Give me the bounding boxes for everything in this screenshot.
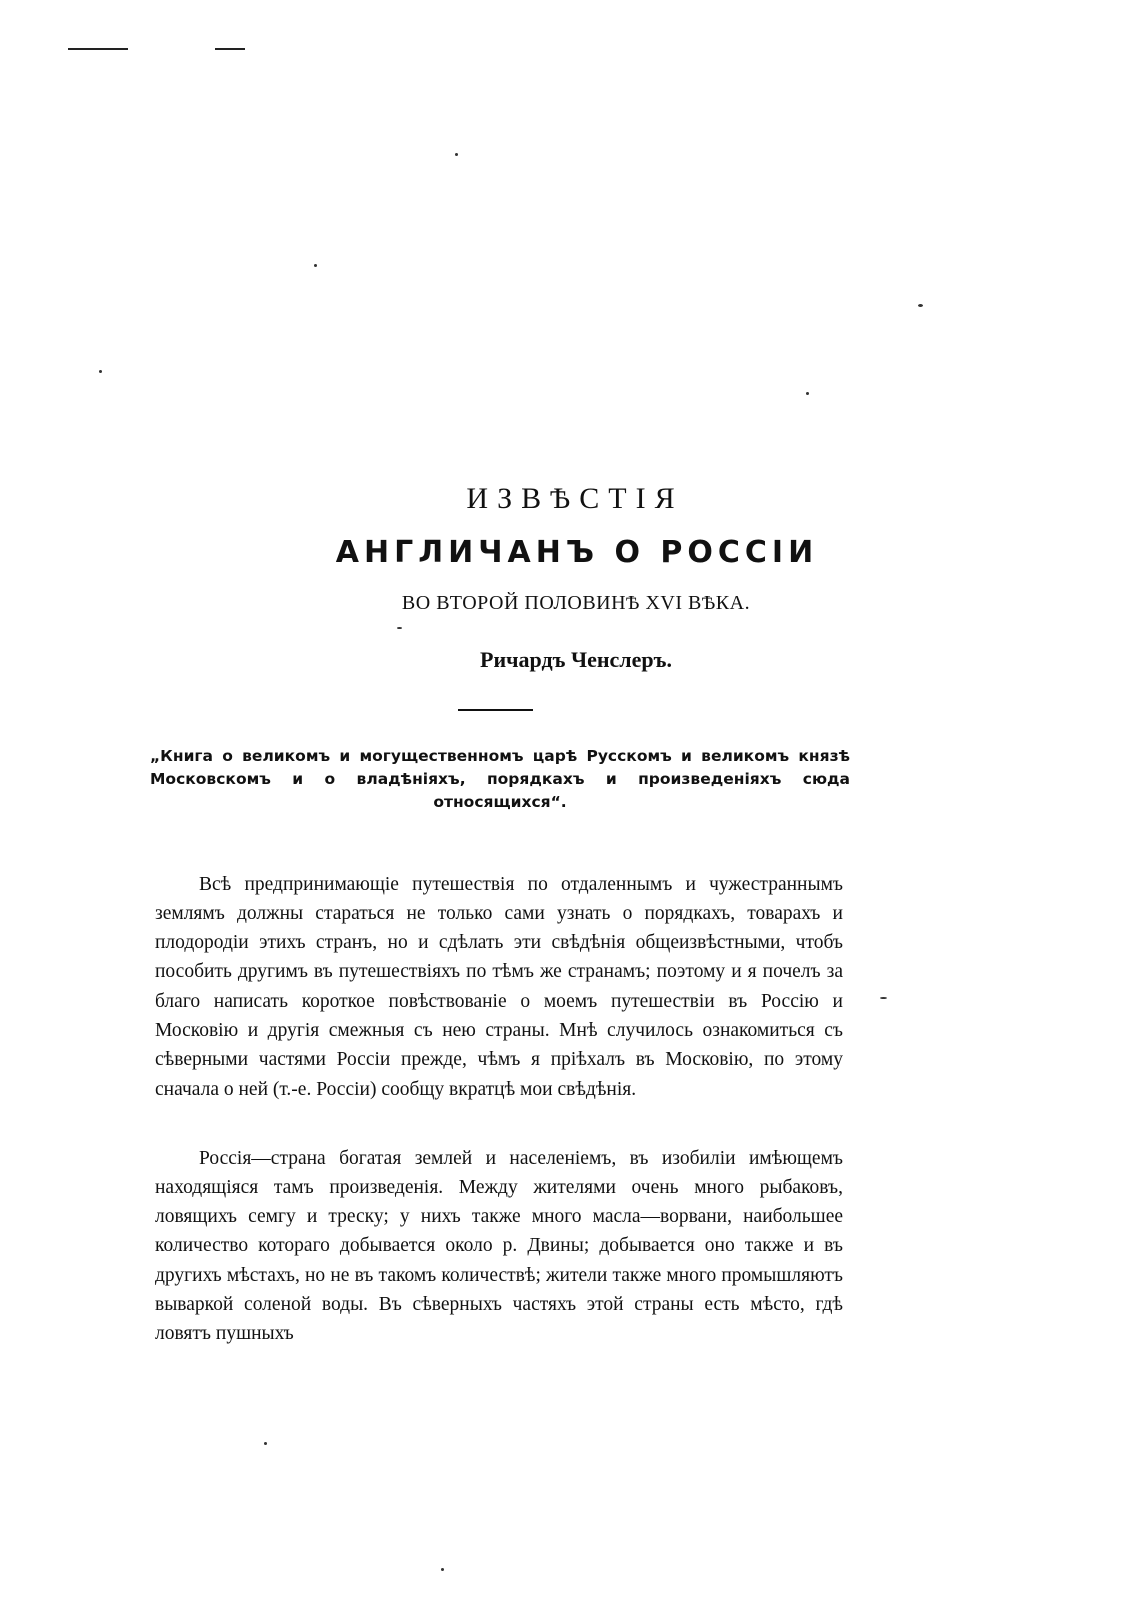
print-speck <box>314 264 317 267</box>
print-speck <box>918 304 923 307</box>
page-title: ИЗВѢСТІЯ <box>466 482 684 515</box>
print-speck <box>441 1568 444 1571</box>
print-speck <box>880 997 887 999</box>
print-speck <box>455 153 458 156</box>
top-rule-right <box>215 48 245 50</box>
page-title-main: АНГЛИЧАНЪ О РОССІИ <box>335 535 819 570</box>
page-title-period: ВО ВТОРОЙ ПОЛОВИНѢ XVI ВѢКА. <box>401 592 751 614</box>
title-block <box>0 478 1140 676</box>
top-rule-left <box>68 48 128 50</box>
print-speck <box>264 1442 267 1445</box>
print-speck <box>99 370 102 373</box>
print-speck <box>806 392 809 395</box>
book-subtitle: „Книга о великомъ и могущественномъ царѣ Русскомъ и великомъ князѣ Московскомъ и о владѣніяхъ, порядкахъ и произведеніяхъ сюда относящихся“. <box>150 747 850 811</box>
body-paragraph-2: Россія—страна богатая землей и населеніемъ, въ изобиліи имѣющемъ находящіяся тамъ произведенія. Между жителями очень много рыбаковъ, ловящихъ семгу и треску; у нихъ также много масла—ворвани, наибольшее количество котораго добывается около р. Двины; добывается оно также и въ другихъ мѣстахъ, но не въ такомъ количествѣ; жители также много промышляютъ вываркой соленой воды. Въ сѣверныхъ частяхъ этой страны есть мѣсто, гдѣ ловятъ пушныхъ <box>155 1147 843 1345</box>
section-divider <box>458 709 533 711</box>
body-paragraph-1: Всѣ предпринимающіе путешествія по отдаленнымъ и чужестраннымъ землямъ должны стараться не только сами узнать о порядкахъ, товарахъ и плодородіи этихъ странъ, но и сдѣлать эти свѣдѣнія общеизвѣстными, чтобъ пособить другимъ въ путешествіяхъ по тѣмъ же странамъ; поэтому и я почелъ за благо написать короткое повѣствованіе о моемъ путешествіи въ Россію и Московію и другія смежныя съ нею страны. Мнѣ случилось ознакомиться съ сѣверными частями Россіи прежде, чѣмъ я пріѣхалъ въ Московію, по этому сначала о ней (т.-е. Россіи) сообщу вкратцѣ мои свѣдѣнія. <box>155 873 843 1100</box>
author-name: Ричардъ Ченслеръ. <box>480 647 672 672</box>
